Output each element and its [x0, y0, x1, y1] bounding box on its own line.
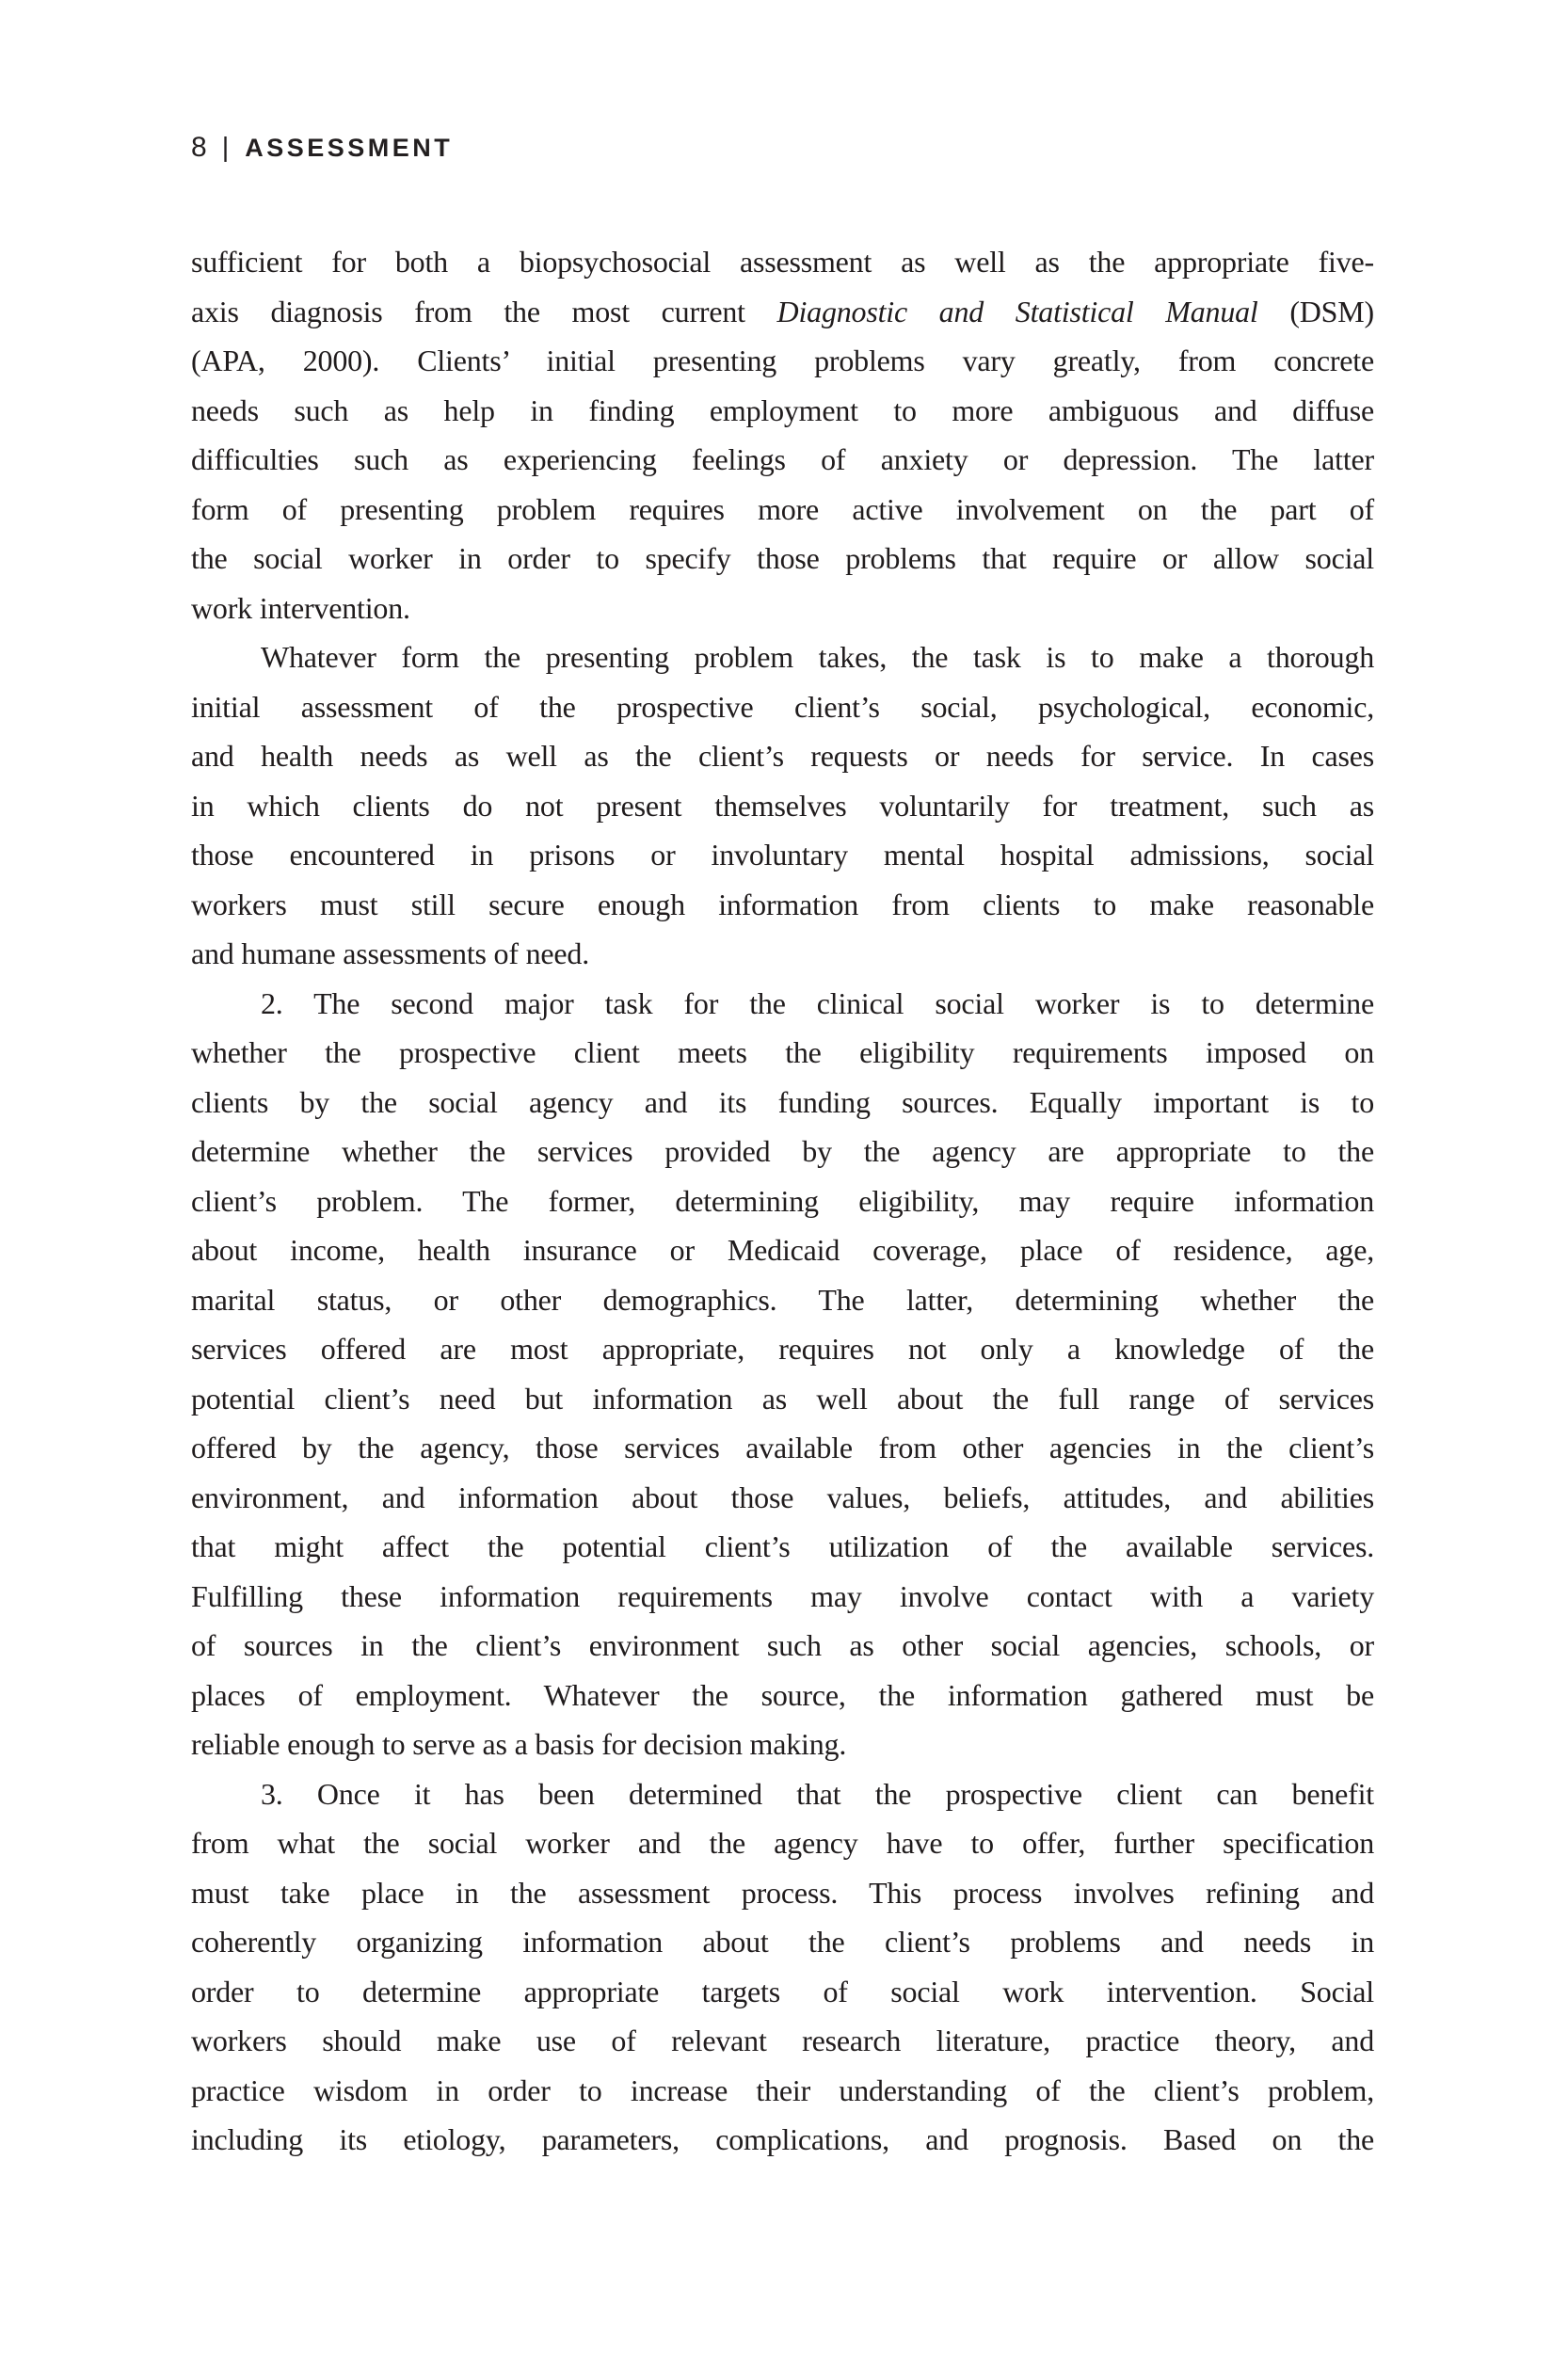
text-line: coherently organizing information about the client’s problems and needs in — [191, 1925, 1374, 1959]
text-line: places of employment. Whatever the source, the information gathered must be — [191, 1677, 1374, 1712]
text-line: in which clients do not present themselves voluntarily for treatment, such as — [191, 788, 1374, 823]
text-line: axis diagnosis from the most current Diagnostic and Statistical Manual (DSM) — [191, 294, 1374, 328]
text-line: client’s problem. The former, determining eligibility, may require information — [191, 1183, 1374, 1218]
text-line: offered by the agency, those services available from other agencies in the client’s — [191, 1431, 1374, 1464]
text-line: Whatever form the presenting problem takes, the task is to make a thorough — [261, 640, 1374, 674]
text-line: must take place in the assessment process. This process involves refining and — [191, 1875, 1374, 1910]
text-line: difficulties such as experiencing feelings of anxiety or depression. The latter — [191, 442, 1374, 476]
text-line: environment, and information about those values, beliefs, attitudes, and abilities — [191, 1480, 1374, 1514]
page-number: 8 — [191, 132, 208, 163]
text-line: clients by the social agency and its funding sources. Equally important is to — [191, 1084, 1374, 1119]
body-text-block — [191, 237, 1374, 2165]
text-line: that might affect the potential client’s utilization of the available services. — [191, 1529, 1374, 1563]
text-line: whether the prospective client meets the eligibility requirements imposed on — [191, 1035, 1374, 1069]
text-line: those encountered in prisons or involuntary mental hospital admissions, social — [191, 838, 1374, 872]
text-line: marital status, or other demographics. The latter, determining whether the — [191, 1282, 1374, 1317]
header-separator-bar: | — [221, 133, 230, 163]
text-line: services offered are most appropriate, requires not only a knowledge of the — [191, 1332, 1374, 1366]
text-line: initial assessment of the prospective client’s social, psychological, economic, — [191, 689, 1374, 724]
text-line: and health needs as well as the client’s requests or needs for service. In cases — [191, 739, 1374, 773]
text-line: workers should make use of relevant research literature, practice theory, and — [191, 2024, 1374, 2057]
running-title: ASSESSMENT — [245, 134, 454, 162]
text-line: work intervention. — [191, 590, 410, 625]
text-line: form of presenting problem requires more active involvement on the part of — [191, 491, 1374, 526]
text-line: including its etiology, parameters, complications, and prognosis. Based on the — [191, 2122, 1374, 2156]
text-line: workers must still secure enough information from clients to make reasonable — [191, 887, 1374, 921]
text-line: sufficient for both a biopsychosocial assessment as well as the appropriate five- — [191, 245, 1374, 279]
text-line: practice wisdom in order to increase their understanding of the client’s problem, — [191, 2072, 1374, 2107]
paragraph — [191, 1769, 1374, 2165]
text-line: (APA, 2000). Clients’ initial presenting problems vary greatly, from concrete — [191, 344, 1374, 377]
text-line: the social worker in order to specify those problems that require or allow social — [191, 541, 1374, 575]
paragraph — [191, 979, 1374, 1769]
text-line: reliable enough to serve as a basis for decision making. — [191, 1727, 847, 1761]
text-line: Fulfilling these information requirements may involve contact with a variety — [191, 1578, 1374, 1613]
text-line: 2. The second major task for the clinical social worker is to determine — [261, 985, 1374, 1020]
text-line: 3. Once it has been determined that the prospective client can benefit — [261, 1776, 1374, 1811]
paragraph — [191, 237, 1374, 632]
text-line: order to determine appropriate targets of social work intervention. Social — [191, 1974, 1374, 2008]
text-line: needs such as help in finding employment to more ambiguous and diffuse — [191, 392, 1374, 427]
text-line: about income, health insurance or Medicaid coverage, place of residence, age, — [191, 1233, 1374, 1267]
text-line: from what the social worker and the agency have to offer, further specification — [191, 1826, 1374, 1860]
text-line: of sources in the client’s environment such as other social agencies, schools, or — [191, 1628, 1374, 1662]
paragraph — [191, 632, 1374, 979]
running-head — [191, 132, 453, 164]
text-line: potential client’s need but information as well about the full range of services — [191, 1381, 1374, 1416]
text-line: determine whether the services provided by the agency are appropriate to the — [191, 1134, 1374, 1168]
text-line: and humane assessments of need. — [191, 936, 590, 970]
